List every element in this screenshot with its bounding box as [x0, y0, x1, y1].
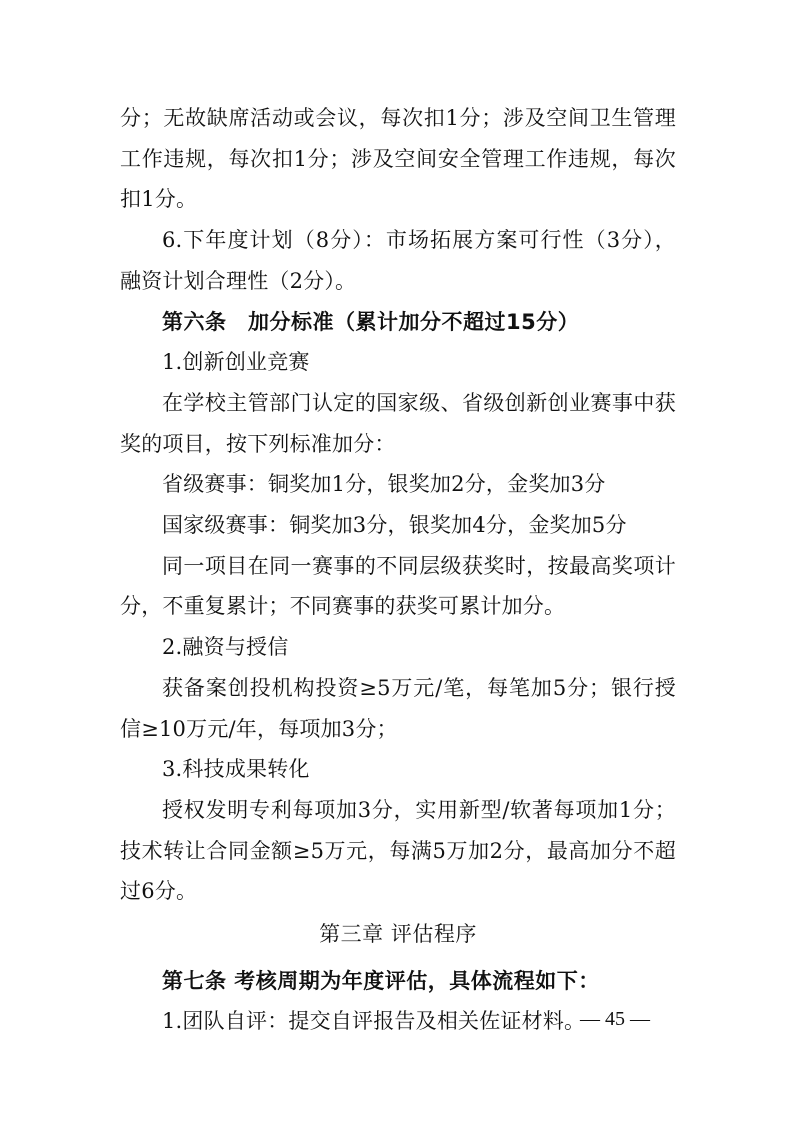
item-competition-heading: 1.创新创业竞赛: [162, 350, 310, 375]
paragraph-next-year-plan: 6.下年度计划（8分）：市场拓展方案可行性（3分），融资计划合理性（2分）。: [120, 228, 676, 293]
paragraph-national-awards: 国家级赛事：铜奖加3分，银奖加4分，金奖加5分: [162, 513, 627, 538]
paragraph-tech-transfer-rule: 授权发明专利每项加3分，实用新型/软著每项加1分；技术转让合同金额≥5万元，每满5万加2分，最高加分不超过6分。: [120, 797, 676, 904]
chapter-3-title: 第三章 评估程序: [319, 922, 477, 947]
paragraph-self-evaluation: 1.团队自评：提交自评报告及相关佐证材料。: [162, 1009, 586, 1034]
paragraph-provincial-awards: 省级赛事：铜奖加1分，银奖加2分，金奖加3分: [162, 472, 606, 497]
item-financing-heading: 2.融资与授信: [162, 635, 289, 660]
paragraph-penalty-continuation: 分；无故缺席活动或会议，每次扣1分；涉及空间卫生管理工作违规，每次扣1分；涉及空间安全管理工作违规，每次扣1分。: [120, 106, 676, 212]
item-tech-transfer-heading: 3.科技成果转化: [162, 757, 310, 782]
document-body: [120, 98, 676, 1042]
paragraph-competition-rule: 在学校主管部门认定的国家级、省级创新创业赛事中获奖的项目，按下列标准加分：: [120, 390, 676, 456]
article-6-heading: 第六条 加分标准（累计加分不超过15分）: [162, 309, 580, 334]
article-7-heading: 第七条 考核周期为年度评估，具体流程如下：: [162, 968, 600, 993]
page-number: — 45 —: [580, 1008, 650, 1030]
paragraph-financing-rule: 获备案创投机构投资≥5万元/笔，每笔加5分；银行授信≥10万元/年，每项加3分；: [120, 675, 676, 741]
paragraph-award-accumulation: 同一项目在同一赛事的不同层级获奖时，按最高奖项计分，不重复累计；不同赛事的获奖可累计加分。: [120, 553, 676, 619]
